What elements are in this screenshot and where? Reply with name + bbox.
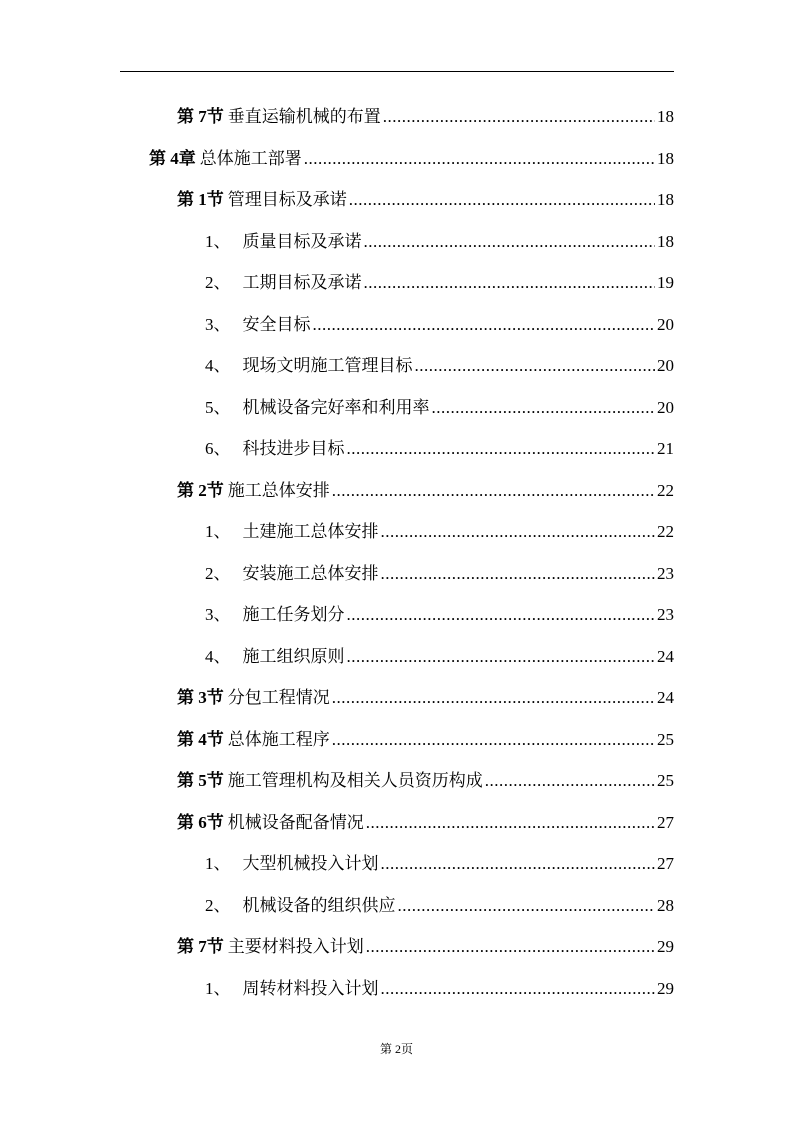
toc-entry-label: 3、 (205, 605, 231, 624)
toc-entry-page: 22 (657, 522, 674, 541)
toc-entry-title: 安装施工总体安排 (242, 564, 379, 583)
toc-entry-page: 22 (657, 481, 674, 500)
toc-entry[interactable] (177, 812, 674, 834)
toc-entry-label: 第 3节 (177, 688, 224, 707)
toc-leader-dots (366, 812, 655, 834)
toc-entry-title: 周转材料投入计划 (242, 979, 379, 998)
toc-leader-dots (432, 397, 656, 419)
toc-entry-label: 第 4章 (149, 149, 196, 168)
toc-entry[interactable] (205, 563, 674, 585)
toc-leader-dots (398, 895, 656, 917)
toc-entry-page: 19 (657, 273, 674, 292)
toc-entry-page: 18 (657, 232, 674, 251)
toc-leader-dots (485, 770, 655, 792)
toc-entry-label: 2、 (205, 564, 231, 583)
toc-leader-dots (304, 148, 655, 170)
toc-entry-title: 总体施工部署 (199, 149, 302, 168)
toc-entry-title: 工期目标及承诺 (242, 273, 362, 292)
toc-entry-title: 机械设备完好率和利用率 (242, 398, 430, 417)
toc-entry-page: 20 (657, 315, 674, 334)
toc-leader-dots (364, 272, 656, 294)
page-footer: 第 2页 (379, 1042, 413, 1056)
toc-entry[interactable] (205, 895, 674, 917)
toc-leader-dots (347, 646, 656, 668)
toc-entry-label: 第 7节 (177, 937, 224, 956)
toc-leader-dots (366, 936, 655, 958)
header-rule (120, 71, 674, 72)
toc-entry-page: 27 (657, 813, 674, 832)
toc-leader-dots (383, 106, 655, 128)
toc-entry-label: 第 5节 (177, 771, 224, 790)
toc-leader-dots (349, 189, 655, 211)
toc-entry[interactable] (177, 189, 674, 211)
toc-entry-page: 18 (657, 149, 674, 168)
toc-entry-label: 2、 (205, 896, 231, 915)
toc-leader-dots (364, 231, 656, 253)
toc-entry-title: 土建施工总体安排 (242, 522, 379, 541)
toc-entry-page: 28 (657, 896, 674, 915)
toc-entry[interactable] (177, 936, 674, 958)
toc-entry-title: 管理目标及承诺 (227, 190, 347, 209)
toc-entry-label: 4、 (205, 356, 231, 375)
toc-entry-label: 第 7节 (177, 107, 224, 126)
toc-entry-title: 安全目标 (242, 315, 311, 334)
toc-entry-label: 4、 (205, 647, 231, 666)
toc-entry[interactable] (149, 148, 674, 170)
toc-entry-page: 23 (657, 605, 674, 624)
toc-entry-label: 1、 (205, 522, 231, 541)
toc-entry-title: 总体施工程序 (227, 730, 330, 749)
toc-leader-dots (332, 729, 655, 751)
toc-entry-title: 机械设备的组织供应 (242, 896, 396, 915)
toc-entry-label: 3、 (205, 315, 231, 334)
toc-entry[interactable] (205, 853, 674, 875)
toc-leader-dots (332, 480, 655, 502)
toc-entry[interactable] (177, 729, 674, 751)
toc-entry[interactable] (205, 646, 674, 668)
toc-entry-title: 垂直运输机械的布置 (227, 107, 381, 126)
toc-entry[interactable] (205, 272, 674, 294)
toc-entry-title: 施工任务划分 (242, 605, 345, 624)
toc-leader-dots (381, 521, 656, 543)
toc-entry-page: 25 (657, 730, 674, 749)
toc-entry[interactable] (205, 355, 674, 377)
toc-entry-label: 6、 (205, 439, 231, 458)
toc-entry-title: 质量目标及承诺 (242, 232, 362, 251)
toc-entry[interactable] (205, 978, 674, 1000)
toc-entry-title: 施工管理机构及相关人员资历构成 (227, 771, 483, 790)
toc-entry[interactable] (177, 770, 674, 792)
toc-entry-title: 现场文明施工管理目标 (242, 356, 413, 375)
toc-leader-dots (381, 853, 656, 875)
toc-entry-label: 1、 (205, 854, 231, 873)
toc-leader-dots (332, 687, 655, 709)
toc-entry[interactable] (177, 480, 674, 502)
toc-entry-title: 分包工程情况 (227, 688, 330, 707)
toc-leader-dots (381, 978, 656, 1000)
toc-entry[interactable] (177, 106, 674, 128)
toc-entry-title: 科技进步目标 (242, 439, 345, 458)
toc-entry-page: 21 (657, 439, 674, 458)
toc-entry[interactable] (205, 397, 674, 419)
toc-entry[interactable] (205, 438, 674, 460)
toc-entry-page: 25 (657, 771, 674, 790)
toc-entry-label: 2、 (205, 273, 231, 292)
toc-entry-page: 20 (657, 356, 674, 375)
toc-entry-page: 20 (657, 398, 674, 417)
toc-leader-dots (347, 604, 656, 626)
toc-entry-label: 第 2节 (177, 481, 224, 500)
toc-entry-title: 主要材料投入计划 (227, 937, 364, 956)
toc-leader-dots (347, 438, 656, 460)
toc-entry[interactable] (205, 314, 674, 336)
toc-entry-label: 1、 (205, 979, 231, 998)
toc-entry[interactable] (205, 604, 674, 626)
toc-entry[interactable] (177, 687, 674, 709)
toc-entry-title: 大型机械投入计划 (242, 854, 379, 873)
toc-entry-page: 29 (657, 937, 674, 956)
toc-entry-title: 施工总体安排 (227, 481, 330, 500)
toc-entry-page: 29 (657, 979, 674, 998)
toc-entry-page: 23 (657, 564, 674, 583)
toc-entry-page: 18 (657, 107, 674, 126)
toc-leader-dots (313, 314, 656, 336)
toc-entry-label: 1、 (205, 232, 231, 251)
toc-entry-label: 5、 (205, 398, 231, 417)
toc-entry-page: 27 (657, 854, 674, 873)
toc-entry-page: 24 (657, 688, 674, 707)
toc-entry[interactable] (205, 521, 674, 543)
toc-entry-page: 24 (657, 647, 674, 666)
toc-entry-title: 机械设备配备情况 (227, 813, 364, 832)
toc-entry-title: 施工组织原则 (242, 647, 345, 666)
toc-leader-dots (415, 355, 656, 377)
toc-leader-dots (381, 563, 656, 585)
toc-entry-label: 第 6节 (177, 813, 224, 832)
toc-entry[interactable] (205, 231, 674, 253)
toc-entry-label: 第 1节 (177, 190, 224, 209)
toc-entry-page: 18 (657, 190, 674, 209)
toc-entry-label: 第 4节 (177, 730, 224, 749)
